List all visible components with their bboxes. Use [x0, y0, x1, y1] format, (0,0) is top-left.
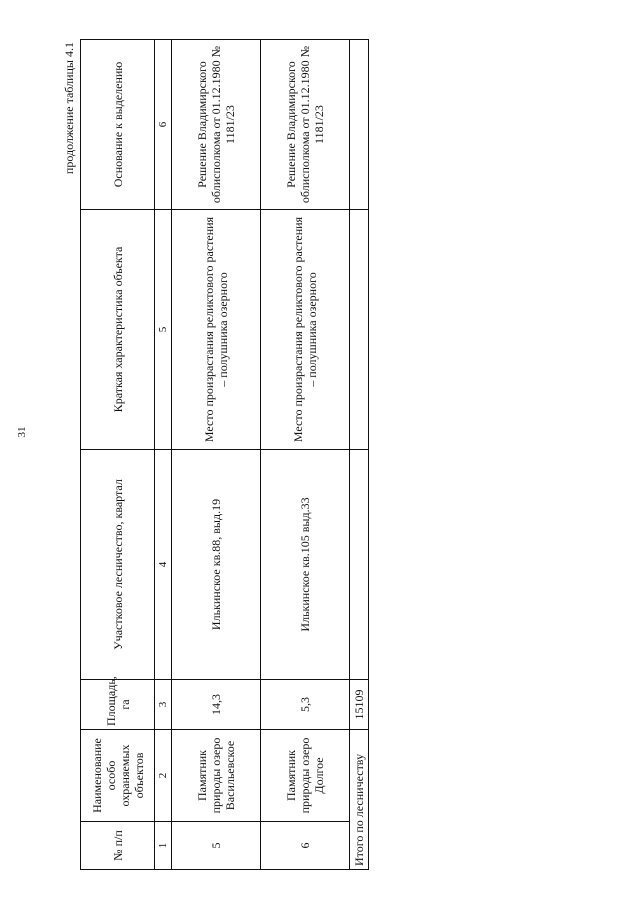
object-location: Илькинское кв.88, выд.19: [172, 450, 261, 680]
column-number: 6: [155, 40, 172, 210]
page-number: 31: [16, 426, 28, 438]
column-number: 3: [155, 680, 172, 730]
header-cell-location: Участковое лесничество, квартал: [81, 450, 155, 680]
object-basis: Решение Владимирского облисполкома от 01.12.1980 № 1181/23: [172, 40, 261, 210]
rotated-table-area: [60, 40, 366, 870]
total-empty-cell: [350, 210, 369, 450]
header-row: [81, 40, 155, 870]
object-description: Место произрастания реликтового растения – полушника озерного: [172, 210, 261, 450]
total-empty-cell: [350, 450, 369, 680]
protected-objects-table: [80, 39, 369, 870]
column-number: 1: [155, 822, 172, 870]
continuation-label: продолжение таблицы 4.1: [62, 42, 76, 175]
object-location: Илькинское кв.105 выд.33: [261, 450, 350, 680]
object-basis: Решение Владимирского облисполкома от 01.12.1980 № 1181/23: [261, 40, 350, 210]
object-name: Памятник природы озеро Долгое: [261, 730, 350, 822]
header-cell-description: Краткая характеристика объекта: [81, 210, 155, 450]
object-area: 5,3: [261, 680, 350, 730]
table-row: [261, 40, 350, 870]
object-name: Памятник природы озеро Васильевское: [172, 730, 261, 822]
header-cell-area: Площадь, га: [81, 680, 155, 730]
column-number: 4: [155, 450, 172, 680]
header-cell-number: № п/п: [81, 822, 155, 870]
total-label: Итого по лесничеству: [350, 730, 369, 870]
object-description: Место произрастания реликтового растения – полушника озерного: [261, 210, 350, 450]
object-area: 14,3: [172, 680, 261, 730]
table-row: [172, 40, 261, 870]
total-row: [350, 40, 369, 870]
total-empty-cell: [350, 40, 369, 210]
total-area: 15109: [350, 680, 369, 730]
column-number: 5: [155, 210, 172, 450]
row-number: 6: [261, 822, 350, 870]
column-number: 2: [155, 730, 172, 822]
header-cell-name: Наименование особо охраняемых объектов: [81, 730, 155, 822]
row-number: 5: [172, 822, 261, 870]
column-number-row: [155, 40, 172, 870]
header-cell-basis: Основание к выделению: [81, 40, 155, 210]
